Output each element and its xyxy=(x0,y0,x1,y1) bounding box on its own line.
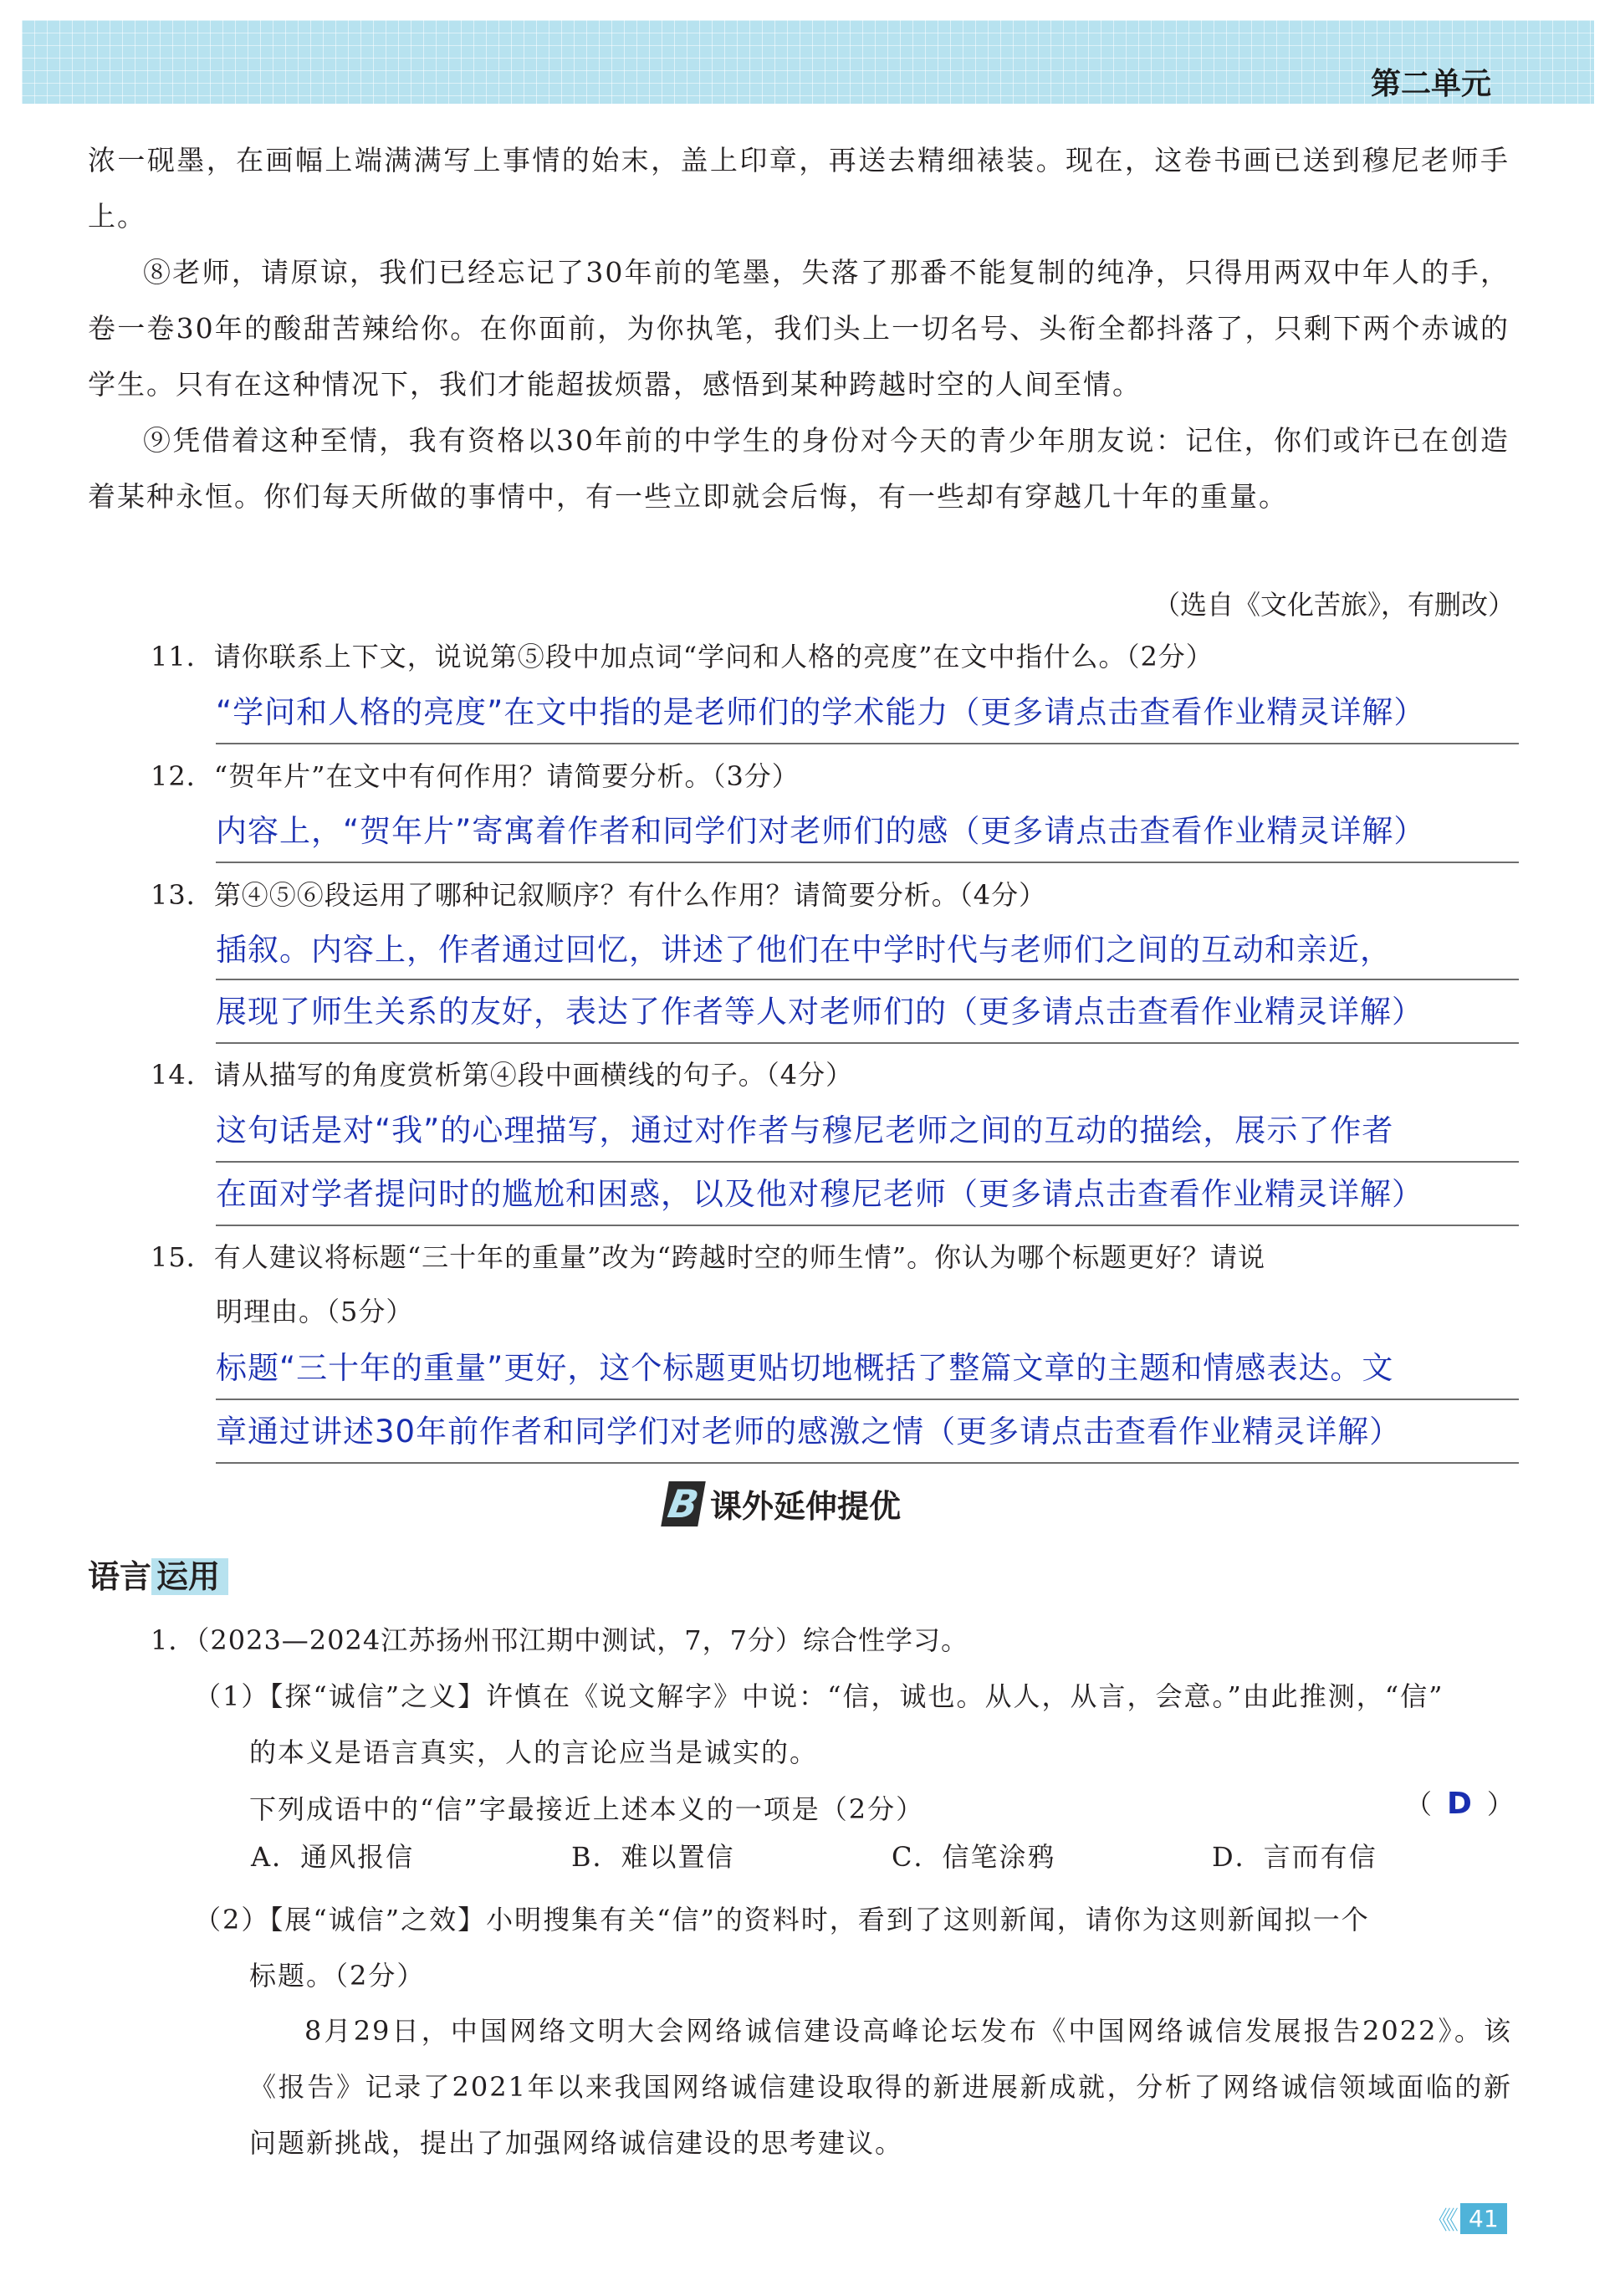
answer-line xyxy=(216,1225,1519,1226)
section-b-title: 课外延伸提优 xyxy=(710,1488,902,1525)
bracket-open: （ xyxy=(1405,1788,1433,1820)
header-band xyxy=(22,20,1594,104)
use-label: 运用 xyxy=(151,1558,228,1595)
choice-answer-bracket xyxy=(1405,1783,1514,1822)
news-passage: 8月29日，中国网络文明大会网络诚信建设高峰论坛发布《中国网络诚信发展报告2022》。该《报告》记录了2021年以来我国网络诚信建设取得的新进展新成就，分析了网络诚信领域面临的新问题新挑战，提出了加强网络诚信建设的思考建议。 xyxy=(249,2015,1512,2159)
answer-line xyxy=(216,862,1519,863)
answer-line xyxy=(216,743,1519,744)
answer-13-line-2: 展现了师生关系的友好，表达了作者等人对老师们的（更多请点击查看作业精灵详解） xyxy=(216,994,1423,1030)
question-14: 14．请从描写的角度赏析第④段中画横线的句子。（4分） xyxy=(151,1059,854,1091)
unit-label: 第二单元 xyxy=(1370,67,1491,101)
question-11: 11．请你联系上下文，说说第⑤段中加点词“学问和人格的亮度”在文中指什么。（2分） xyxy=(151,641,1214,672)
question-15-line-1: 15．有人建议将标题“三十年的重量”改为“跨越时空的师生情”。你认为哪个标题更好？请说 xyxy=(151,1241,1266,1273)
item-1-sub-1-line-3: 下列成语中的“信”字最接近上述本义的一项是（2分） xyxy=(249,1793,925,1825)
answer-15-line-2: 章通过讲述30年前作者和同学们对老师的感激之情（更多请点击查看作业精灵详解） xyxy=(216,1414,1402,1450)
answer-15-line-1: 标题“三十年的重量”更好，这个标题更贴切地概括了整篇文章的主题和情感表达。文 xyxy=(216,1350,1394,1386)
section-b-mark: B xyxy=(661,1481,706,1526)
bracket-close: ） xyxy=(1486,1788,1514,1820)
answer-line xyxy=(216,1161,1519,1163)
language-label: 语言 xyxy=(88,1558,152,1595)
page-number xyxy=(1426,2200,1526,2237)
item-1-sub-1-line-2: 的本义是语言真实，人的言论应当是诚实的。 xyxy=(249,1736,819,1768)
answer-line xyxy=(216,1462,1519,1464)
answer-line xyxy=(216,1399,1519,1400)
passage-continuation: 浓一砚墨，在画幅上端满满写上事情的始末，盖上印章，再送去精细裱装。现在，这卷书画已送到穆尼老师手上。 xyxy=(88,144,1510,233)
answer-14-line-2: 在面对学者提问时的尴尬和困惑，以及他对穆尼老师（更多请点击查看作业精灵详解） xyxy=(216,1176,1423,1212)
answer-14-line-1: 这句话是对“我”的心理描写，通过对作者与穆尼老师之间的互动的描绘，展示了作者 xyxy=(216,1112,1394,1148)
passage-paragraph-9: ⑨凭借着这种至情，我有资格以30年前的中学生的身份对今天的青少年朋友说：记住，你们或许已在创造着某种永恒。你们每天所做的事情中，有一些立即就会后悔，有一些却有穿越几十年的重量。 xyxy=(88,424,1510,513)
options-row xyxy=(251,1836,1532,1874)
section-b-heading xyxy=(665,1480,901,1526)
option-c: C．信笔涂鸦 xyxy=(892,1841,1056,1873)
answer-11: “学问和人格的亮度”在文中指的是老师们的学术能力（更多请点击查看作业精灵详解） xyxy=(216,694,1426,730)
passage-source: （选自《文化苦旅》，有删改） xyxy=(1152,589,1515,621)
question-13: 13．第④⑤⑥段运用了哪种记叙顺序？有什么作用？请简要分析。（4分） xyxy=(151,879,1047,911)
answer-12: 内容上，“贺年片”寄寓着作者和同学们对老师们的感（更多请点击查看作业精灵详解） xyxy=(216,813,1426,849)
item-1-sub-1-line-1: （1）【探“诚信”之义】许慎在《说文解字》中说：“信，诚也。从人，从言，会意。”由此推测，“信” xyxy=(194,1680,1444,1712)
option-b: B．难以置信 xyxy=(571,1841,735,1873)
question-12: 12．“贺年片”在文中有何作用？请简要分析。（3分） xyxy=(151,760,800,792)
choice-answer: D xyxy=(1447,1787,1472,1821)
item-1-sub-2-line-2: 标题。（2分） xyxy=(249,1960,426,1992)
page-number-value: 41 xyxy=(1460,2203,1507,2234)
chevron-left-icon: 《《 xyxy=(1426,2207,1454,2236)
answer-line xyxy=(216,979,1519,980)
language-use-heading xyxy=(88,1552,228,1602)
item-1-stem: 1．（2023—2024江苏扬州邗江期中测试，7，7分）综合性学习。 xyxy=(151,1624,968,1656)
passage-paragraph-8: ⑧老师，请原谅，我们已经忘记了30年前的笔墨，失落了那番不能复制的纯净，只得用两双中年人的手，卷一卷30年的酸甜苦辣给你。在你面前，为你执笔，我们头上一切名号、头衔全都抖落了，只剩下两个赤诚的学生。只有在这种情况下，我们才能超拔烦嚣，感悟到某种跨越时空的人间至情。 xyxy=(88,256,1510,401)
answer-line xyxy=(216,1042,1519,1044)
item-1-sub-2-line-1: （2）【展“诚信”之效】小明搜集有关“信”的资料时，看到了这则新闻，请你为这则新闻拟一个 xyxy=(194,1904,1370,1935)
answer-13-line-1: 插叙。内容上，作者通过回忆，讲述了他们在中学时代与老师们之间的互动和亲近， xyxy=(216,932,1392,968)
option-d: D．言而有信 xyxy=(1212,1841,1377,1873)
option-a: A．通风报信 xyxy=(251,1841,415,1873)
question-15-line-2: 明理由。（5分） xyxy=(216,1296,414,1327)
